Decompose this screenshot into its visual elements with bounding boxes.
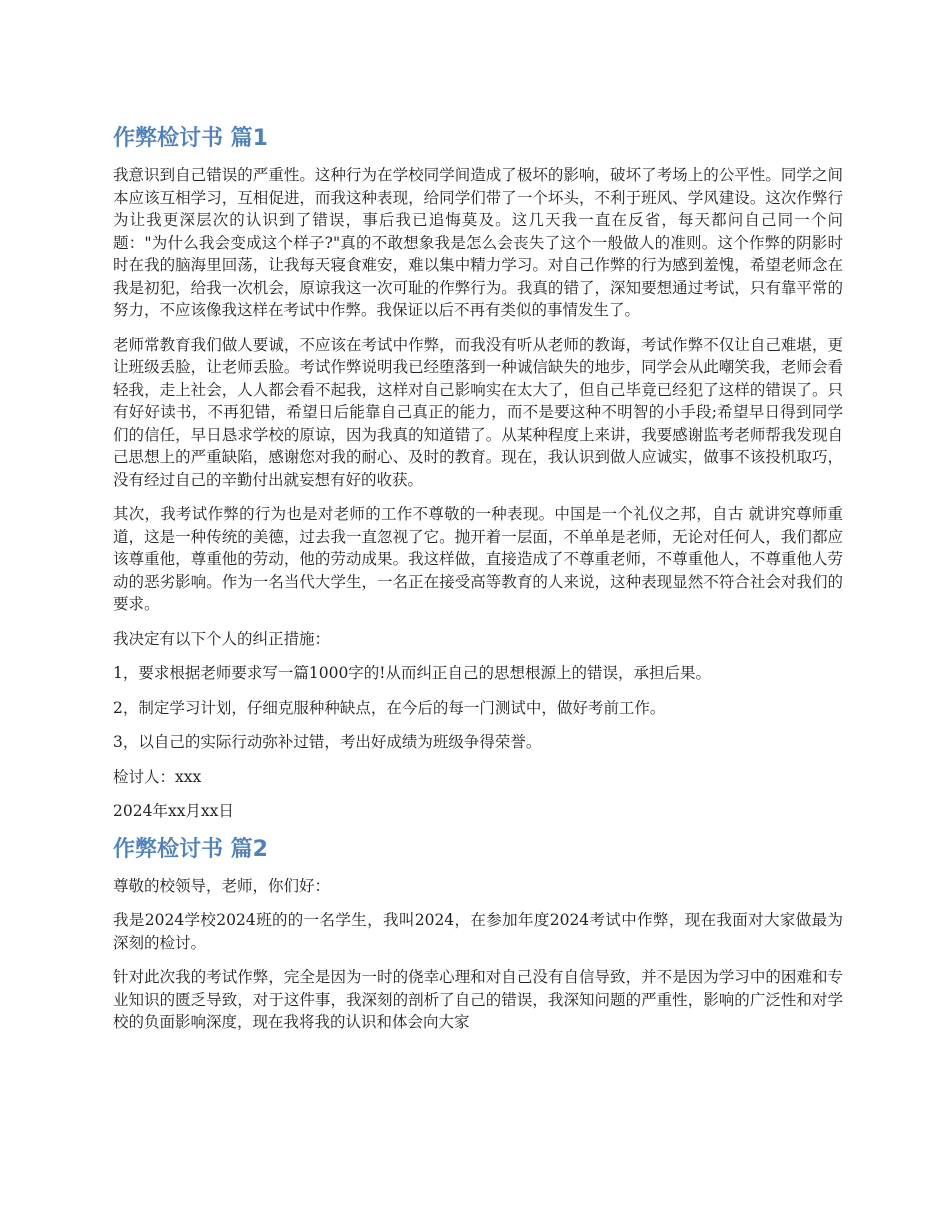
paragraph: 老师常教育我们做人要诚，不应该在考试中作弊，而我没有听从老师的教诲，考试作弊不仅让自己难堪，更让班级丢脸，让老师丢脸。考试作弊说明我已经堕落到一种诚信缺失的地步，同学会从此嘲笑我，老师会看轻我，走上社会，人人都会看不起我，这样对自己影响实在太大了，但自己毕竟已经犯了这样的错误了。只有好好读书，不再犯错，希望日后能靠自己真正的能力，而不是要这种不明智的小手段;希望早日得到同学们的信任，早日恳求学校的原谅，因为我真的知道错了。从某种程度上来讲，我要感谢监考老师帮我发现自己思想上的严重缺陷，感谢您对我的耐心、及时的教育。现在，我认识到做人应诚实，做事不该投机取巧，没有经过自己的辛勤付出就妄想有好的收获。 xyxy=(113,335,843,489)
paragraph: 针对此次我的考试作弊，完全是因为一时的侥幸心理和对自己没有自信导致，并不是因为学习中的困难和专业知识的匮乏导致，对于这件事，我深刻的剖析了自己的错误，我深知问题的严重性，影响的广泛性和对学校的负面影响深度，现在我将我的认识和体会向大家 xyxy=(113,968,843,1031)
document-page xyxy=(113,124,843,1046)
signature-line: 检讨人：xxx xyxy=(113,767,202,786)
list-item: 3，以自己的实际行动弥补过错，考出好成绩为班级争得荣誉。 xyxy=(113,733,542,751)
paragraph: 其次，我考试作弊的行为也是对老师的工作不尊敬的一种表现。中国是一个礼仪之邦，自古 就讲究尊师重道，这是一种传统的美德，过去我一直忽视了它。抛开着一层面，不单单是老师，无论对任何人，我们都应该尊重他，尊重他的劳动，他的劳动成果。我这样做，直接造成了不尊重老师，不尊重他人，不尊重他人劳动的恶劣影响。作为一名当代大学生，一名正在接受高等教育的人来说，这种表现显然不符合社会对我们的要求。 xyxy=(113,505,843,613)
section-heading: 作弊检讨书 篇2 xyxy=(113,836,268,862)
paragraph: 我决定有以下个人的纠正措施： xyxy=(113,629,331,648)
date-line: 2024年xx月xx日 xyxy=(113,802,234,820)
list-item: 1，要求根据老师要求写一篇1000字的!从而纠正自己的思想根源上的错误，承担后果。 xyxy=(113,664,712,682)
section-heading: 作弊检讨书 篇1 xyxy=(113,126,268,151)
section-1 xyxy=(113,124,843,823)
list-item: 2，制定学习计划，仔细克服种种缺点，在今后的每一门测试中，做好考前工作。 xyxy=(113,698,666,717)
section-2 xyxy=(113,835,843,1034)
salutation: 尊敬的校领导，老师，你们好： xyxy=(113,876,331,895)
paragraph: 我是2024学校2024班的的一名学生，我叫2024，在参加年度2024考试中作弊，现在我面对大家做最为深刻的检讨。 xyxy=(113,911,843,952)
paragraph: 我意识到自己错误的严重性。这种行为在学校同学间造成了极坏的影响，破坏了考场上的公平性。同学之间本应该互相学习，互相促进，而我这种表现，给同学们带了一个坏头，不利于班风、学风建设。这次作弊行为让我更深层次的认识到了错误，事后我已追悔莫及。这几天我一直在反省，每天都问自己同一个问题："为什么我会变成这个样子?"真的不敢想象我是怎么会丧失了这个一般做人的准则。这个作弊的阴影时时在我的脑海里回荡，让我每天寝食难安，难以集中精力学习。对自己作弊的行为感到羞愧，希望老师念在我是初犯，给我一次机会，原谅我这一次可耻的作弊行为。我真的错了，深知要想通过考试，只有靠平常的努力，不应该像我这样在考试中作弊。我保证以后不再有类似的事情发生了。 xyxy=(113,166,843,319)
